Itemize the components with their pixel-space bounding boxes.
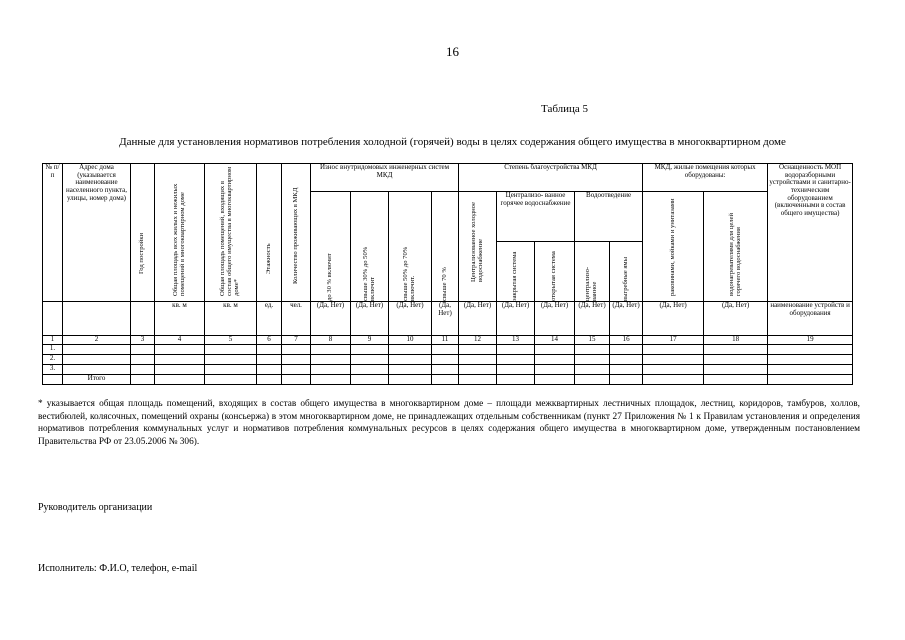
header-year — [131, 164, 155, 302]
total-row — [43, 375, 853, 385]
unit-c10: (Да, Нет) — [389, 302, 432, 336]
header-residents-text: Количество проживающих в МКД — [291, 187, 299, 284]
col-number: 13 — [497, 336, 535, 345]
unit-cell — [131, 302, 155, 336]
header-wear-50 — [351, 192, 389, 302]
table-row — [43, 345, 853, 355]
header-hot-open — [535, 242, 575, 302]
header-wear-70 — [389, 192, 432, 302]
header-wear-30 — [311, 192, 351, 302]
col-number: 16 — [610, 336, 643, 345]
header-hot-open-text: открытая система — [550, 251, 558, 301]
col-number: 2 — [63, 336, 131, 345]
header-equipped-group: МКД, жилые помещения которых оборудованы: — [643, 164, 768, 192]
header-equipment-mop: Оснащенность МОП водоразборными устройствами и санитарно-техническим оборудованием (включенными в состав общего имущества) — [768, 164, 853, 302]
col-number: 15 — [575, 336, 610, 345]
unit-c6: ед. — [257, 302, 282, 336]
col-number: 17 — [643, 336, 704, 345]
row-number: 2. — [43, 355, 63, 365]
table-title: Данные для установления нормативов потребления холодной (горячей) воды в целях содержания общего имущества в многоквартирном доме — [119, 136, 786, 148]
col-number: 1 — [43, 336, 63, 345]
unit-c12: (Да, Нет) — [459, 302, 497, 336]
col-number: 3 — [131, 336, 155, 345]
header-eq-heaters — [704, 192, 768, 302]
header-drain-central-text: централизо- ванное — [584, 266, 599, 301]
unit-c4: кв. м — [155, 302, 205, 336]
unit-c9: (Да, Нет) — [351, 302, 389, 336]
unit-c18: (Да, Нет) — [704, 302, 768, 336]
header-comfort-group: Степень благоустройства МКД — [459, 164, 643, 192]
unit-c14: (Да, Нет) — [535, 302, 575, 336]
col-number: 10 — [389, 336, 432, 345]
header-cold-water — [459, 192, 497, 302]
header-eq-sinks — [643, 192, 704, 302]
header-hot-closed — [497, 242, 535, 302]
col-number: 18 — [704, 336, 768, 345]
unit-c8: (Да, Нет) — [311, 302, 351, 336]
unit-c5: кв. м — [205, 302, 257, 336]
header-wear-70-text: свыше 50% до 70% включит. — [402, 246, 416, 301]
table-row — [43, 355, 853, 365]
manager-label: Руководитель организации — [38, 502, 153, 513]
header-common-area — [205, 164, 257, 302]
header-eq-sinks-text: раковинами, мойками и унитазами — [668, 198, 676, 296]
header-total-area — [155, 164, 205, 302]
total-label: Итого — [63, 375, 131, 385]
col-number: 7 — [282, 336, 311, 345]
header-drain-pits-text: выгребные ямы — [621, 257, 629, 301]
header-residents — [282, 164, 311, 302]
header-year-text: Год постройки — [138, 232, 146, 274]
header-hot-closed-text: закрытая система — [511, 251, 519, 301]
header-drain-group: Водоотведение — [575, 192, 643, 242]
col-number: 8 — [311, 336, 351, 345]
col-number: 5 — [205, 336, 257, 345]
header-common-area-text: Общая площадь помещений, входящих в состав общего имущества в многоквартирном доме* — [219, 166, 240, 296]
footnote: * указывается общая площадь помещений, входящих в состав общего имущества в многоквартирном доме – площади межквартирных лестничных площадок, лестниц, коридоров, тамбуров, холлов, вестибюлей, колясочных, помещений охраны (консьержа) в этом многоквартирном доме, не принадлежащих отдельным собственникам (пункт 27 Приложения № 1 к Правилам установления и определения нормативов потребления коммунальных услуг и нормативов потребления коммунальных ресурсов в целях содержания общего имущества в многоквартирном доме, утвержденным постановлением Правительства РФ от 23.05.2006 № 306). — [38, 399, 860, 447]
header-total-area-text: Общая площадь всех жилых и нежилых помещений в многоквартирном доме — [171, 183, 186, 296]
unit-c13: (Да, Нет) — [497, 302, 535, 336]
table-label: Таблица 5 — [541, 103, 589, 115]
header-address: Адрес дома (указывается наименование населенного пункта, улицы, номер дома) — [63, 164, 131, 302]
row-number: 3. — [43, 365, 63, 375]
unit-c11: (Да, Нет) — [432, 302, 459, 336]
header-wear-over70-text: свыше 70 % — [440, 267, 448, 301]
col-number: 14 — [535, 336, 575, 345]
header-number: № п/п — [43, 164, 63, 302]
header-wear-50-text: свыше 30% до 50% включит — [361, 246, 376, 301]
col-number: 12 — [459, 336, 497, 345]
header-wear-over70 — [432, 192, 459, 302]
unit-cell — [43, 302, 63, 336]
header-cold-water-text: Централизованное холодное водоснабжение — [469, 202, 484, 282]
header-eq-heaters-text: водонагревателями для целей горячего водоснабжения — [727, 212, 742, 296]
page-number: 16 — [446, 44, 459, 59]
col-number: 6 — [257, 336, 282, 345]
header-floors-text: Этажность — [264, 243, 272, 274]
executor-label: Исполнитель: Ф.И.О, телефон, e-mail — [38, 563, 198, 574]
col-number: 9 — [351, 336, 389, 345]
header-floors — [257, 164, 282, 302]
unit-c7: чел. — [282, 302, 311, 336]
col-number: 19 — [768, 336, 853, 345]
table-row — [43, 365, 853, 375]
header-drain-pits — [610, 242, 643, 302]
header-hot-water-group: Централизо- ванное горячее водоснабжение — [497, 192, 575, 242]
col-number: 11 — [432, 336, 459, 345]
unit-cell — [63, 302, 131, 336]
unit-c16: (Да, Нет) — [610, 302, 643, 336]
row-number: 1. — [43, 345, 63, 355]
unit-c19: наименование устройств и оборудования — [768, 302, 853, 336]
data-table — [42, 163, 853, 385]
unit-c15: (Да, Нет) — [575, 302, 610, 336]
col-number: 4 — [155, 336, 205, 345]
header-drain-central — [575, 242, 610, 302]
header-wear-group: Износ внутридомовых инженерных систем МКД — [311, 164, 459, 192]
header-wear-30-text: до 30 % включит — [326, 253, 334, 301]
unit-c17: (Да, Нет) — [643, 302, 704, 336]
